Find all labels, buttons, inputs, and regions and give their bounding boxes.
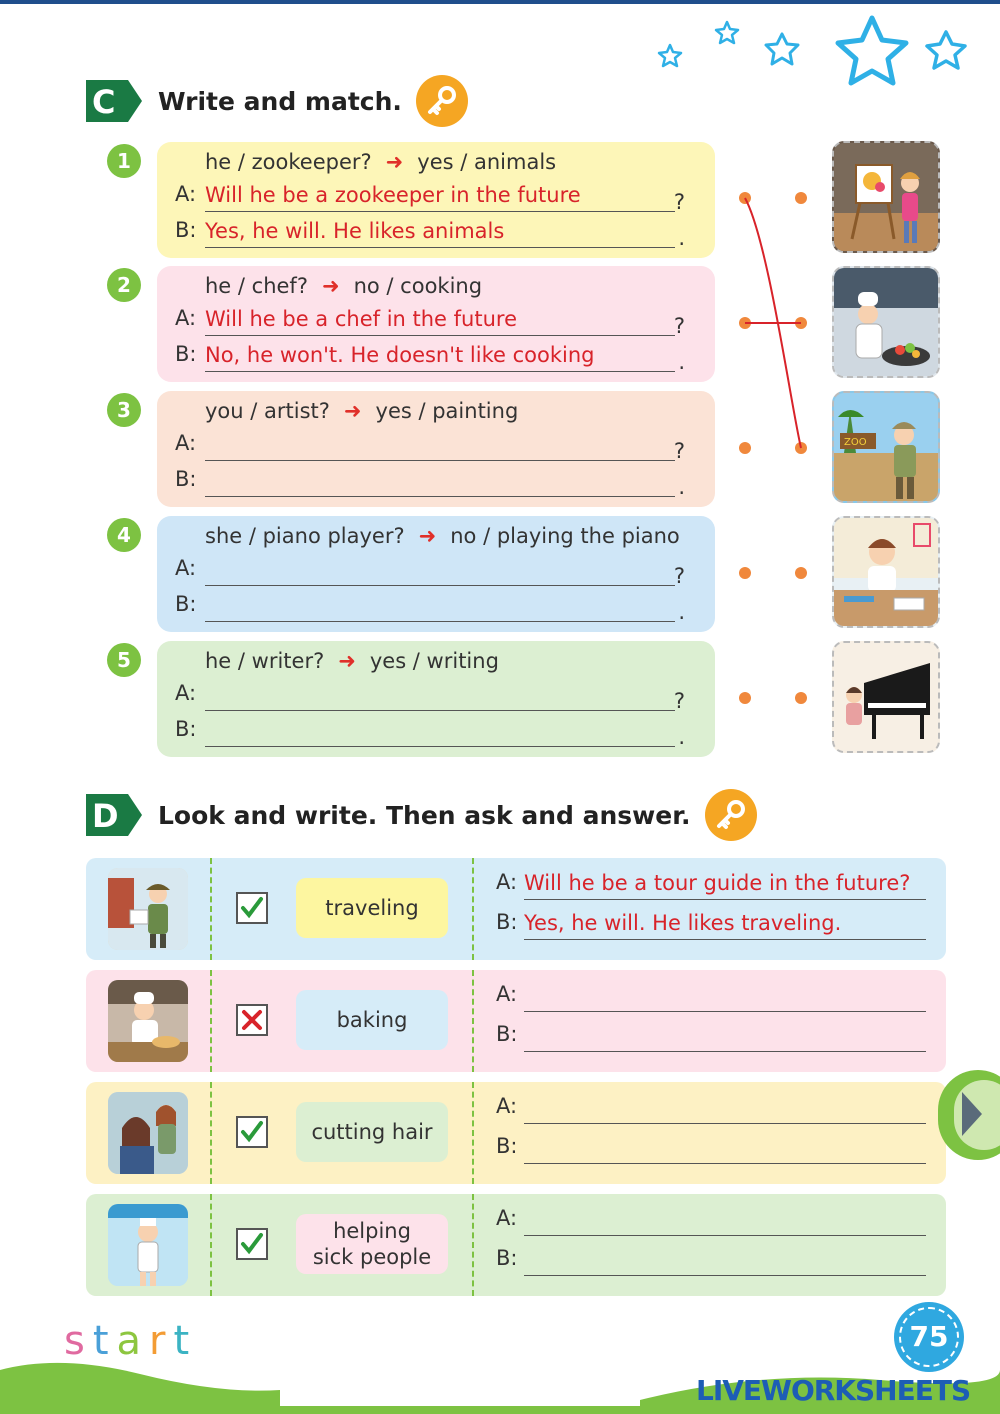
answer-line-b — [496, 1246, 926, 1278]
hairdresser-picture — [108, 1092, 188, 1174]
question-mark: ? — [673, 689, 685, 713]
item-number: 5 — [107, 643, 141, 677]
answer-a-input[interactable] — [524, 983, 926, 1012]
answer-line-b — [496, 1134, 926, 1166]
word-card: traveling — [296, 878, 448, 938]
item-number: 4 — [107, 518, 141, 552]
cross-icon — [238, 1006, 266, 1034]
answer-b-input[interactable]: Yes, he will. He likes animals — [205, 219, 675, 248]
period-mark: . — [678, 475, 685, 499]
label-a: A: — [175, 306, 197, 330]
checkbox-no[interactable] — [236, 1004, 268, 1036]
label-b: B: — [175, 342, 197, 366]
period-mark: . — [678, 725, 685, 749]
answer-line-b — [496, 1022, 926, 1054]
checkbox-yes[interactable] — [236, 1228, 268, 1260]
label-a: A: — [496, 1094, 518, 1118]
item-number: 1 — [107, 144, 141, 178]
answer-line-b — [496, 910, 926, 942]
label-b: B: — [175, 592, 197, 616]
answer-row — [86, 970, 946, 1072]
prompt-subject: he / chef? — [205, 274, 308, 298]
checkbox-yes[interactable] — [236, 1116, 268, 1148]
word-card: helping sick people — [296, 1214, 448, 1274]
answer-a-input[interactable]: Will he be a tour guide in the future? — [524, 871, 926, 900]
prompt-subject: he / zookeeper? — [205, 150, 372, 174]
label-a: A: — [175, 681, 197, 705]
label-b: B: — [496, 1246, 518, 1270]
prompt-reply: yes / painting — [375, 399, 519, 423]
answer-row — [86, 1082, 946, 1184]
writer-picture — [832, 516, 940, 628]
nurse-picture — [108, 1204, 188, 1286]
prompt-reply: yes / writing — [369, 649, 499, 673]
divider — [472, 1082, 474, 1184]
prompt-subject: she / piano player? — [205, 524, 405, 548]
divider — [210, 1194, 212, 1296]
divider — [210, 1082, 212, 1184]
divider — [472, 858, 474, 960]
question-mark: ? — [673, 314, 685, 338]
label-a: A: — [175, 431, 197, 455]
piano-player-picture — [832, 641, 940, 753]
prompt-reply: no / cooking — [353, 274, 483, 298]
item-number: 2 — [107, 268, 141, 302]
answer-b-input[interactable]: No, he won't. He doesn't like cooking — [205, 343, 675, 372]
start-logo — [64, 1318, 197, 1364]
period-mark: . — [678, 600, 685, 624]
label-b: B: — [175, 717, 197, 741]
label-a: A: — [496, 982, 518, 1006]
section-d-badge — [82, 792, 144, 838]
label-a: A: — [496, 1206, 518, 1230]
answer-line-a — [496, 870, 926, 902]
logo-letter: t — [92, 1318, 117, 1364]
prompt-subject: you / artist? — [205, 399, 330, 423]
tour-guide-picture — [108, 868, 188, 950]
divider — [210, 970, 212, 1072]
label-b: B: — [496, 1022, 518, 1046]
section-c-title: Write and match. — [158, 86, 402, 116]
prompt-reply: yes / animals — [417, 150, 557, 174]
prompt-reply: no / playing the piano — [450, 524, 680, 548]
arrow-right-icon: ➜ — [385, 150, 404, 174]
answer-a-input[interactable]: Will he be a chef in the future — [205, 307, 675, 336]
divider — [472, 1194, 474, 1296]
answer-row — [86, 858, 946, 960]
answer-line-a — [496, 1094, 926, 1126]
answer-row — [86, 1194, 946, 1296]
word-card: cutting hair — [296, 1102, 448, 1162]
question-mark: ? — [673, 564, 685, 588]
chef-picture — [832, 266, 940, 378]
section-d-letter: D — [92, 797, 119, 835]
logo-letter: r — [149, 1318, 174, 1364]
check-icon — [238, 1118, 266, 1146]
arrow-right-icon: ➜ — [321, 274, 340, 298]
arrow-right-icon: ➜ — [338, 649, 356, 673]
label-a: A: — [175, 182, 197, 206]
answer-line-a — [496, 1206, 926, 1238]
answer-line-a — [496, 982, 926, 1014]
label-b: B: — [496, 910, 518, 934]
word-card: baking — [296, 990, 448, 1050]
zookeeper-picture — [832, 391, 940, 503]
play-arrow-icon — [962, 1092, 982, 1136]
period-mark: . — [678, 226, 685, 250]
arrow-right-icon: ➜ — [418, 524, 437, 548]
logo-letter: t — [173, 1318, 198, 1364]
next-page-button[interactable] — [938, 1070, 1000, 1160]
checkbox-yes[interactable] — [236, 892, 268, 924]
answer-a-input[interactable] — [524, 1095, 926, 1124]
label-a: A: — [496, 870, 518, 894]
key-icon[interactable] — [705, 789, 757, 841]
label-b: B: — [175, 467, 197, 491]
artist-picture — [832, 141, 940, 253]
answer-a-input[interactable]: Will he be a zookeeper in the future — [205, 183, 675, 212]
label-a: A: — [175, 556, 197, 580]
check-icon — [238, 1230, 266, 1258]
section-c-letter: C — [92, 83, 116, 121]
label-b: B: — [175, 218, 197, 242]
arrow-right-icon: ➜ — [343, 399, 362, 423]
logo-letter: s — [64, 1318, 93, 1364]
svg-text:ZOO: ZOO — [844, 437, 867, 448]
section-d-title: Look and write. Then ask and answer. — [158, 800, 691, 830]
baker-picture — [108, 980, 188, 1062]
question-mark: ? — [673, 190, 685, 214]
brand-logo: LIVEWORKSHEETS — [696, 1374, 971, 1407]
check-icon — [238, 894, 266, 922]
answer-a-input[interactable] — [524, 1207, 926, 1236]
question-mark: ? — [673, 439, 685, 463]
section-d-header — [82, 790, 757, 840]
prompt-subject: he / writer? — [205, 649, 325, 673]
page-number: 75 — [894, 1302, 964, 1372]
divider — [472, 970, 474, 1072]
period-mark: . — [678, 350, 685, 374]
divider — [210, 858, 212, 960]
logo-letter: a — [116, 1318, 150, 1364]
answer-b-input[interactable] — [524, 1135, 926, 1164]
answer-b-input[interactable] — [524, 1247, 926, 1276]
answer-b-input[interactable]: Yes, he will. He likes traveling. — [524, 911, 926, 940]
label-b: B: — [496, 1134, 518, 1158]
answer-b-input[interactable] — [524, 1023, 926, 1052]
item-number: 3 — [107, 393, 141, 427]
